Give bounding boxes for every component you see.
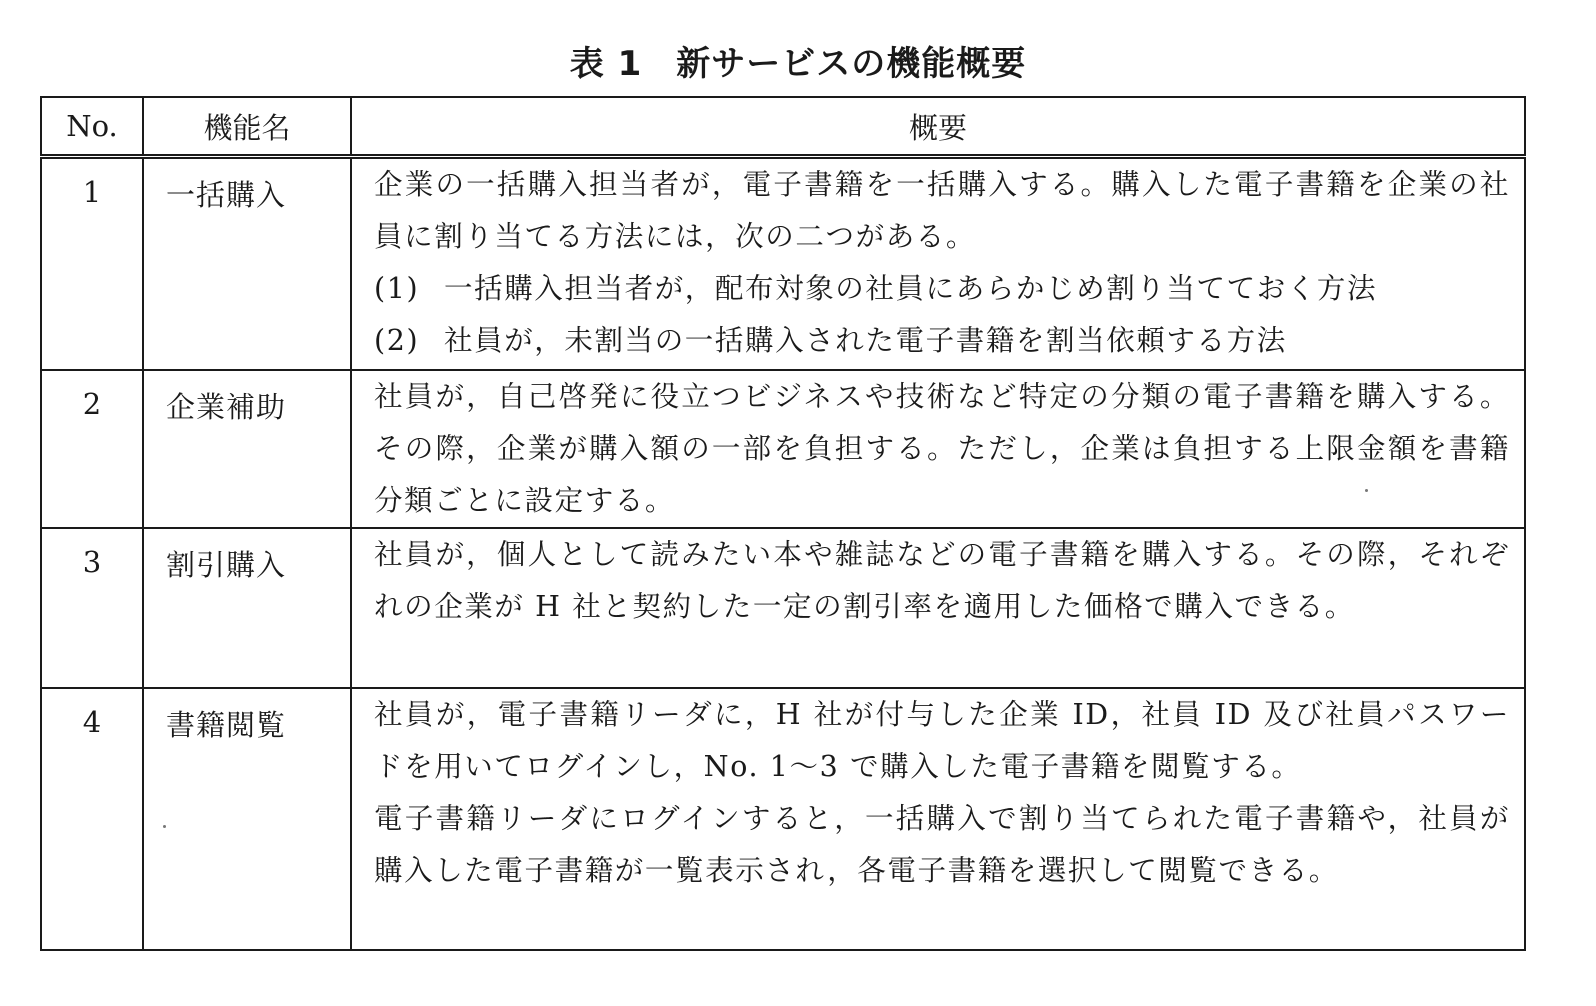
function-name: 企業補助 [143, 370, 351, 528]
method-item [374, 315, 1510, 367]
row-number: 3 [41, 528, 143, 688]
method-item [374, 263, 1510, 315]
function-name: 一括購入 [143, 157, 351, 370]
summary-paragraph: 社員が，電子書籍リーダに，H 社が付与した企業 ID，社員 ID 及び社員パスワードを用いてログインし，No. 1～3 で購入した電子書籍を閲覧する。 [374, 697, 1510, 783]
header-function-name: 機能名 [143, 97, 351, 157]
header-no: No. [41, 97, 143, 157]
row-number: 4 [41, 688, 143, 950]
summary-paragraph: 電子書籍リーダにログインすると，一括購入で割り当てられた電子書籍や，社員が購入した電子書籍が一覧表示され，各電子書籍を選択して閲覧できる。 [374, 801, 1510, 887]
table-title: 新サービスの機能概要 [676, 44, 1027, 84]
table-row [41, 157, 1525, 370]
scan-speck [1365, 489, 1368, 492]
table-number: 表 1 [569, 44, 643, 84]
table-caption [0, 36, 1596, 85]
scan-speck [163, 825, 166, 828]
item-marker: (1) [374, 272, 420, 305]
table-row [41, 528, 1525, 688]
item-text: 社員が，未割当の一括購入された電子書籍を割当依頼する方法 [444, 324, 1287, 357]
summary-paragraph: 社員が，自己啓発に役立つビジネスや技術など特定の分類の電子書籍を購入する。その際，企業が購入額の一部を負担する。ただし，企業は負担する上限金額を書籍分類ごとに設定する。 [374, 379, 1510, 517]
summary-paragraph: 企業の一括購入担当者が，電子書籍を一括購入する。購入した電子書籍を企業の社員に割り当てる方法には，次の二つがある。 [374, 168, 1510, 253]
function-summary [351, 157, 1525, 370]
summary-paragraph: 社員が，個人として読みたい本や雑誌などの電子書籍を購入する。その際，それぞれの企業が H 社と契約した一定の割引率を適用した価格で購入できる。 [374, 537, 1510, 623]
header-summary: 概要 [351, 97, 1525, 157]
table-header-row [41, 97, 1525, 157]
item-text: 一括購入担当者が，配布対象の社員にあらかじめ割り当てておく方法 [444, 272, 1378, 305]
table-row [41, 688, 1525, 950]
function-summary [351, 528, 1525, 688]
feature-overview-table [40, 96, 1526, 951]
item-marker: (2) [374, 324, 420, 357]
function-summary [351, 688, 1525, 950]
function-name: 割引購入 [143, 528, 351, 688]
row-number: 2 [41, 370, 143, 528]
row-number: 1 [41, 157, 143, 370]
function-summary [351, 370, 1525, 528]
table-row [41, 370, 1525, 528]
function-name: 書籍閲覧 [143, 688, 351, 950]
